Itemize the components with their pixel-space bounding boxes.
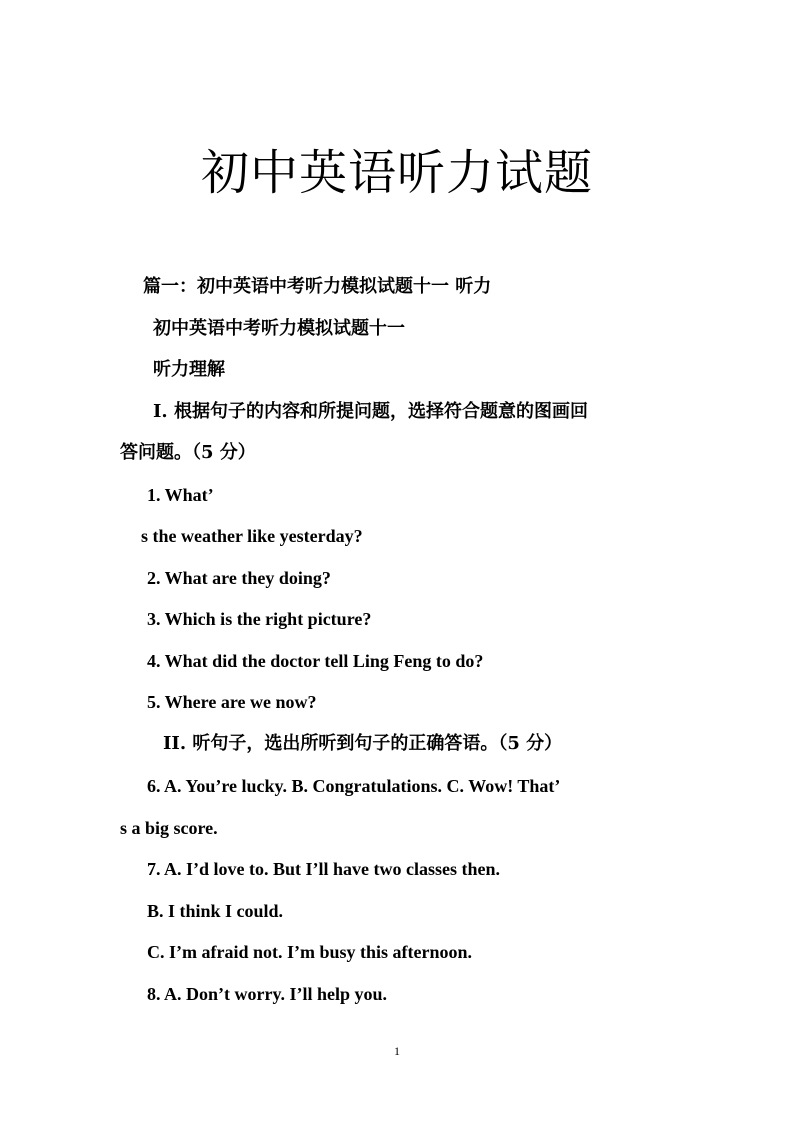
question-2: 2. What are they doing? [147, 568, 331, 588]
question-7-option-b: B. I think I could. [147, 901, 284, 921]
question-3: 3. Which is the right picture? [147, 609, 372, 629]
question-1: 1. What’ [147, 485, 214, 505]
section-heading: 篇一：初中英语中考听力模拟试题十一 听力 [143, 276, 492, 297]
question-7-option-c: C. I’m afraid not. I’m busy this afternoon. [147, 942, 473, 962]
part-label: 听力理解 [153, 359, 225, 380]
question-1-continued: s the weather like yesterday? [141, 526, 363, 546]
page-number: 1 [394, 1044, 400, 1058]
question-8-option-a: 8. A. Don’t worry. I’ll help you. [147, 984, 388, 1004]
subheading: 初中英语中考听力模拟试题十一 [153, 318, 405, 339]
part-two-instruction: II. 听句子，选出所听到句子的正确答语。（5 分） [163, 733, 563, 754]
question-6: 6. A. You’re lucky. B. Congratulations. C. Wow! That’ [147, 776, 561, 796]
question-5: 5. Where are we now? [147, 692, 317, 712]
document-title: 初中英语听力试题 [200, 145, 593, 201]
question-6-continued: s a big score. [120, 818, 218, 838]
question-7-option-a: 7. A. I’d love to. But I’ll have two classes then. [147, 859, 501, 879]
part-one-instruction-continued: 答问题。（5 分） [120, 442, 256, 463]
question-4: 4. What did the doctor tell Ling Feng to do? [147, 651, 484, 671]
part-one-instruction: I. 根据句子的内容和所提问题，选择符合题意的图画回 [153, 401, 588, 422]
